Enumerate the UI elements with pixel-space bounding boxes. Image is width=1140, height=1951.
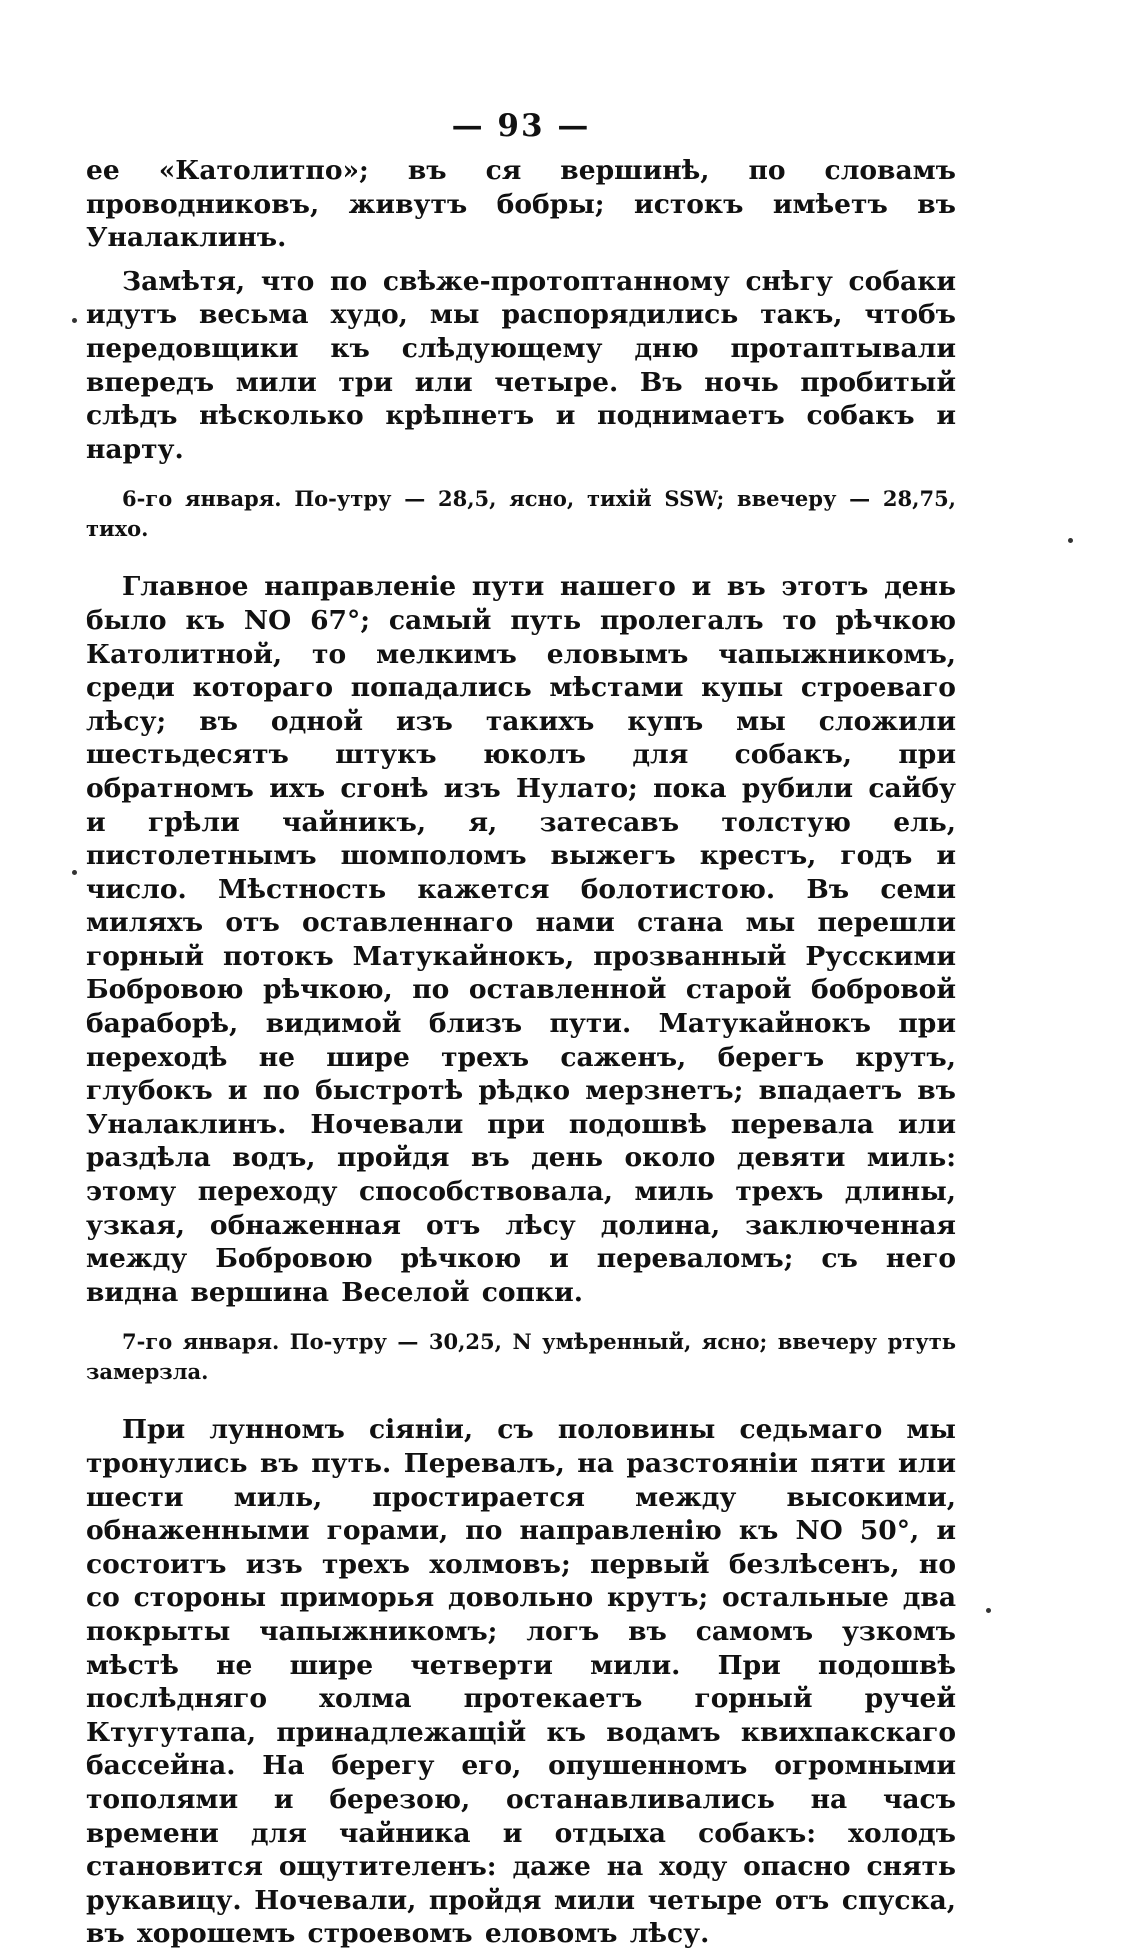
spacer xyxy=(86,544,956,570)
spacer xyxy=(86,1387,956,1413)
spacer xyxy=(86,1309,956,1327)
paragraph-route-jan-7: При лунномъ сіяніи, съ половины седьмаго мы тронулись въ путь. Перевалъ, на разстояніи пяти или шести миль, простирается между высокими, обнаженными горами, по направленію къ NO 50°, и состоитъ изъ трехъ холмовъ; первый безлѣсенъ, но со стороны приморья довольно крутъ; остальные два покрыты чапыжникомъ; логъ въ самомъ узкомъ мѣстѣ не шире четверти мили. При подошвѣ послѣдняго холма протекаетъ горный ручей Ктугутапа, принадлежащій къ водамъ квихпакскаго бассейна. На берегу его, опушенномъ огромными тополями и березою, останавливались на часъ времени для чайника и отдыха собакъ: холодъ становится ощутителенъ: даже на ходу опасно снять рукавицу. Ночевали, пройдя мили четыре отъ спуска, въ хорошемъ строевомъ еловомъ лѣсу. xyxy=(86,1414,956,1950)
spacer xyxy=(86,255,956,265)
weather-entry-jan-6: 6-го января. По-утру — 28,5, ясно, тихій SSW; ввечеру — 28,75, тихо. xyxy=(86,486,956,542)
scan-speck xyxy=(986,1608,991,1613)
paragraph-route-jan-6: Главное направленіе пути нашего и въ этотъ день было къ NO 67°; самый путь пролегалъ то рѣчкою Католитной, то мелкимъ еловымъ чапыжникомъ, среди котораго попадались мѣстами купы строеваго лѣсу; въ одной изъ такихъ купъ мы сложили шестьдесятъ штукъ юколъ для собакъ, при обратномъ ихъ сгонѣ изъ Нулато; пока рубили сайбу и грѣли чайникъ, я, затесавъ толстую ель, пистолетнымъ шомполомъ выжегъ крестъ, годъ и число. Мѣстность кажется болотистою. Въ семи миляхъ отъ оставленнаго нами стана мы перешли горный потокъ Матукайнокъ, прозванный Русскими Бобровою рѣчкою, по оставленной старой бобровой бараборѣ, видимой близъ пути. Матукайнокъ при переходѣ не шире трехъ саженъ, берегъ крутъ, глубокъ и по быстротѣ рѣдко мерзнетъ; впадаетъ въ Уналаклинъ. Ночевали при подошвѣ перевала или раздѣла водъ, пройдя въ день около девяти миль: этому переходу способствовала, миль трехъ длины, узкая, обнаженная отъ лѣсу долина, заключенная между Бобровою рѣчкою и переваломъ; съ него видна вершина Веселой сопки. xyxy=(86,571,956,1308)
weather-entry-jan-7: 7-го января. По-утру — 30,25, N умѣренный, ясно; ввечеру ртуть замерзла. xyxy=(86,1329,956,1385)
scan-speck xyxy=(72,318,77,323)
page-number: — 93 — xyxy=(451,108,591,144)
paragraph-dog-trail: Замѣтя, что по свѣже-протоптанному снѣгу собаки идутъ весьма худо, мы распорядились такъ, чтобъ передовщики къ слѣдующему дню протаптывали впередъ мили три или четыре. Въ ночь пробитый слѣдъ нѣсколько крѣпнетъ и поднимаетъ собакъ и нарту. xyxy=(86,265,956,465)
scan-speck xyxy=(1068,538,1073,543)
scan-speck xyxy=(72,870,77,875)
book-page xyxy=(86,108,956,1951)
paragraph-catolitpo-source: ее «Католитпо»; въ ся вершинѣ, по словамъ проводниковъ, живутъ бобры; истокъ имѣетъ въ Уналаклинъ. xyxy=(86,155,956,254)
spacer xyxy=(86,466,956,484)
